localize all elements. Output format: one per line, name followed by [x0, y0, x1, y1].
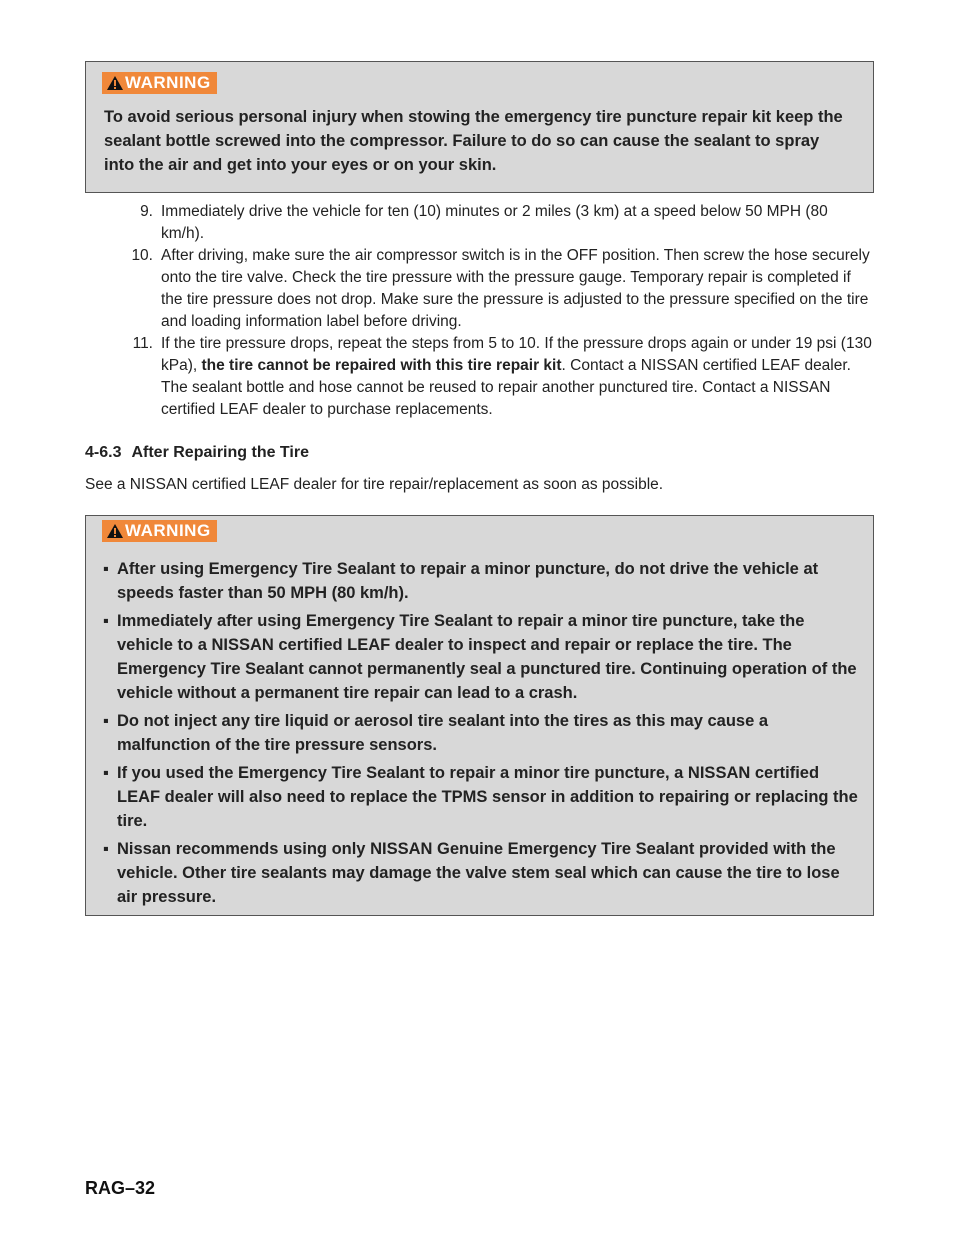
- warning-label-text: WARNING: [125, 521, 211, 540]
- section-title: After Repairing the Tire: [131, 444, 309, 461]
- step-item: [85, 333, 875, 421]
- section-paragraph: See a NISSAN certified LEAF dealer for tire repair/replacement as soon as possible.: [85, 476, 664, 493]
- section-number: 4-6.3: [85, 444, 122, 461]
- bullet-glyph: ▪: [103, 712, 109, 730]
- warning-bullet-item: [86, 557, 859, 605]
- warning-bullet-text: After using Emergency Tire Sealant to repair a minor puncture, do not drive the vehicle at speeds faster than 50 MPH (80 km/h).: [117, 560, 819, 602]
- bullet-glyph: ▪: [103, 840, 109, 858]
- warning-bullet-text: Do not inject any tire liquid or aerosol tire sealant into the tires as this may cause a malfunction of the tire pressure sensors.: [117, 712, 769, 754]
- step-text: Immediately drive the vehicle for ten (10) minutes or 2 miles (3 km) at a speed below 50 MPH (80 km/h).: [161, 203, 828, 242]
- step-number: 10.: [131, 247, 153, 264]
- warning-label-text: WARNING: [125, 73, 211, 92]
- warning-label: [102, 520, 217, 542]
- step-text-after: . Contact a NISSAN certified LEAF dealer. The sealant bottle and hose cannot be reused to repair another punctured tire. Contact a NISSAN certified LEAF dealer to purchase replacements.: [161, 357, 851, 418]
- bullet-glyph: ▪: [103, 764, 109, 782]
- warning-bullet-item: [86, 837, 859, 909]
- warning-box-stowing: [85, 61, 874, 193]
- bullet-glyph: ▪: [103, 560, 109, 578]
- step-item: [85, 201, 875, 245]
- bullet-glyph: ▪: [103, 612, 109, 630]
- page-number: RAG–32: [85, 1178, 156, 1198]
- warning-box-sealant: [85, 515, 874, 916]
- warning-bullet-item: [86, 761, 859, 833]
- step-text-bold: the tire cannot be repaired with this tire repair kit: [201, 357, 562, 374]
- warning-bullet-text: Nissan recommends using only NISSAN Genuine Emergency Tire Sealant provided with the vehicle. Other tire sealants may damage the valve stem seal which can cause the tire to lose air pressure.: [117, 840, 840, 906]
- section-heading: [85, 444, 309, 462]
- step-number: 9.: [140, 203, 153, 220]
- step-item: [85, 245, 875, 333]
- step-text: After driving, make sure the air compressor switch is in the OFF position. Then screw the hose securely onto the tire valve. Check the tire pressure with the pressure gauge. Temporary repair is completed if the tire pressure does not drop. Make sure the pressure is adjusted to the pressure specified on the tire and loading information label before driving.: [161, 247, 870, 330]
- repair-steps-list: [85, 201, 875, 421]
- warning-triangle-icon: [106, 523, 124, 539]
- step-text-before: If the tire pressure drops, repeat the steps from 5 to 10. If the pressure drops again or under 19 psi (130 kPa),: [161, 335, 872, 374]
- step-number: 11.: [132, 335, 153, 352]
- warning-bullet-text: If you used the Emergency Tire Sealant to repair a minor tire puncture, a NISSAN certified LEAF dealer will also need to replace the TPMS sensor in addition to repairing or replacing the tire.: [117, 764, 858, 830]
- warning-bullet-list: [86, 557, 859, 913]
- warning-label: [102, 72, 217, 94]
- warning-bullet-item: [86, 609, 859, 705]
- warning-text: To avoid serious personal injury when stowing the emergency tire puncture repair kit keep the sealant bottle screwed into the compressor. Failure to do so can cause the sealant to spray into the air and get into your eyes or on your skin.: [104, 108, 843, 174]
- warning-bullet-text: Immediately after using Emergency Tire Sealant to repair a minor tire puncture, take the vehicle to a NISSAN certified LEAF dealer to inspect and repair or replace the tire. The Emergency Tire Sealant cannot permanently seal a punctured tire. Continuing operation of the vehicle without a permanent tire repair can lead to a crash.: [117, 612, 857, 702]
- warning-bullet-item: [86, 709, 859, 757]
- warning-triangle-icon: [106, 75, 124, 91]
